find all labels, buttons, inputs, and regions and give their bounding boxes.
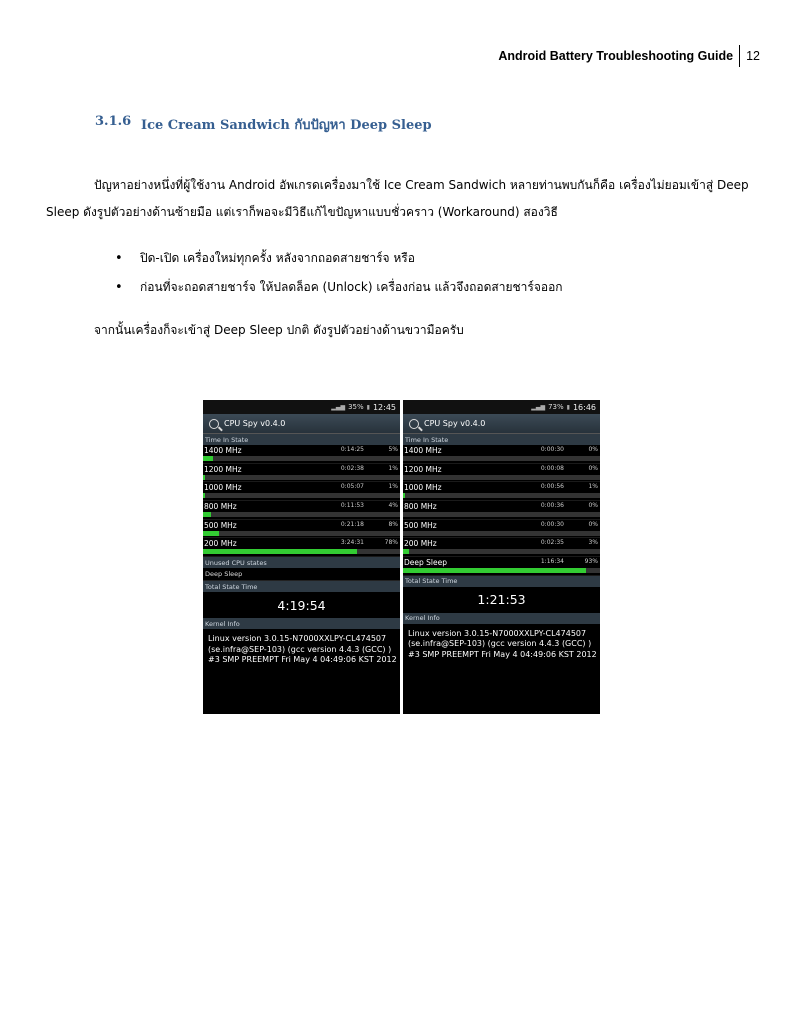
state-row — [203, 501, 400, 520]
paragraph-intro: ปัญหาอย่างหนึ่งที่ผู้ใช้งาน Android อัพเกรดเครื่องมาใช้ Ice Cream Sandwich หลายท่านพบกันก็คือ เครื่องไม่ยอมเข้าสู่ Deep Sleep ดังรูปตัวอย่างด้านซ้ายมือ แต่เราก็พอจะมีวิธีแก้ไขปัญหาแบบชั่วคราว (Workaround) สองวิธี — [46, 178, 749, 219]
state-bar-fill — [403, 549, 409, 554]
state-bar-fill — [203, 475, 205, 480]
state-time: 0:00:36 — [540, 502, 564, 510]
state-bar-fill — [403, 568, 586, 573]
list-item — [115, 273, 563, 302]
state-bar-track — [203, 475, 400, 480]
state-bar-track — [203, 531, 400, 536]
state-percent: 1% — [388, 464, 398, 472]
state-bar-fill — [203, 531, 219, 536]
state-frequency: 500 MHz — [404, 520, 437, 530]
state-frequency: 500 MHz — [204, 520, 237, 530]
state-percent: 78% — [384, 539, 398, 547]
paragraph-result: จากนั้นเครื่องก็จะเข้าสู่ Deep Sleep ปกติ ดังรูปตัวอย่างด้านขวามือครับ — [94, 323, 464, 337]
state-row — [403, 464, 600, 483]
state-row — [403, 520, 600, 539]
list-item-text: ก่อนที่จะถอดสายชาร์จ ให้ปลดล็อค (Unlock) เครื่องก่อน แล้วจึงถอดสายชาร์จออก — [140, 280, 563, 294]
state-percent: 0% — [588, 464, 598, 472]
kernel-info-text: Linux version 3.0.15-N7000XXLPY-CL474507 (se.infra@SEP-103) (gcc version 4.4.3 (GCC) ) #3 SMP PREEMPT Fri May 4 04:49:06 KST 2012 — [208, 634, 397, 665]
total-state-time: 1:21:53 — [477, 592, 526, 608]
total-state-time: 4:19:54 — [277, 597, 326, 613]
state-time: 1:16:34 — [540, 558, 564, 566]
total-state-time-header: Total State Time — [203, 581, 400, 592]
unused-state-item: Deep Sleep — [203, 568, 400, 581]
state-percent: 0% — [588, 520, 598, 528]
state-time: 0:00:56 — [540, 483, 564, 491]
state-percent: 93% — [584, 558, 598, 566]
unused-states-header: Unused CPU states — [203, 557, 400, 568]
header-title: Android Battery Troubleshooting Guide — [498, 49, 734, 63]
state-frequency: 1000 MHz — [204, 483, 242, 493]
phone-screenshot-right — [403, 400, 600, 714]
battery-level: 35% — [348, 403, 364, 411]
section-heading — [95, 114, 432, 135]
state-bar-track — [403, 456, 600, 461]
bullet-icon: • — [115, 280, 123, 295]
state-bar-fill — [203, 456, 213, 461]
state-bar-track — [403, 475, 600, 480]
state-row — [203, 538, 400, 557]
search-icon — [409, 419, 419, 429]
state-percent: 5% — [388, 446, 398, 453]
section-number: 3.1.6 — [95, 114, 132, 129]
state-percent: 4% — [388, 502, 398, 510]
app-bar — [203, 414, 400, 434]
app-title: CPU Spy v0.4.0 — [424, 419, 486, 428]
state-frequency: 800 MHz — [404, 502, 437, 512]
state-bar-track — [403, 493, 600, 498]
state-percent: 8% — [388, 520, 398, 528]
page-header — [498, 45, 760, 67]
kernel-info-header: Kernel Info — [203, 618, 400, 629]
state-percent: 3% — [588, 539, 598, 547]
signal-icon: ▂▄▆ — [531, 403, 546, 411]
battery-icon: ▮ — [566, 403, 570, 411]
state-time: 0:05:07 — [340, 483, 364, 491]
section-title: Ice Cream Sandwich กับปัญหา Deep Sleep — [141, 118, 432, 133]
clock: 12:45 — [372, 402, 396, 412]
state-bar-track — [403, 549, 600, 554]
time-in-state-header: Time In State — [203, 434, 400, 445]
kernel-info-text: Linux version 3.0.15-N7000XXLPY-CL474507 (se.infra@SEP-103) (gcc version 4.4.3 (GCC) ) #3 SMP PREEMPT Fri May 4 04:49:06 KST 2012 — [408, 628, 597, 659]
state-frequency: 1400 MHz — [404, 446, 442, 455]
state-time: 0:02:38 — [340, 464, 364, 472]
state-bar-track — [403, 531, 600, 536]
state-time: 3:24:31 — [340, 539, 364, 547]
state-time: 0:02:35 — [540, 539, 564, 547]
state-time: 0:11:53 — [340, 502, 364, 510]
state-frequency: 1200 MHz — [404, 464, 442, 474]
phone-screenshot-left — [203, 400, 400, 714]
state-row — [203, 445, 400, 464]
state-bar-fill — [403, 493, 405, 498]
state-bar-track — [203, 456, 400, 461]
state-frequency: 1000 MHz — [404, 483, 442, 493]
time-in-state-header: Time In State — [403, 434, 600, 445]
state-list — [203, 445, 400, 557]
kernel-info-header: Kernel Info — [403, 613, 600, 624]
state-bar-fill — [203, 512, 211, 517]
state-bar-track — [403, 568, 600, 573]
state-row — [403, 501, 600, 520]
bullet-icon: • — [115, 251, 123, 266]
state-row — [403, 538, 600, 557]
state-bar-track — [203, 549, 400, 554]
state-bar-fill — [203, 493, 205, 498]
status-bar — [203, 400, 400, 414]
state-time: 0:00:30 — [540, 520, 564, 528]
state-frequency: 1400 MHz — [204, 446, 242, 455]
search-icon — [209, 419, 219, 429]
battery-level: 73% — [548, 403, 564, 411]
battery-icon: ▮ — [366, 403, 370, 411]
state-time: 0:00:30 — [540, 446, 564, 453]
state-list — [403, 445, 600, 576]
state-row — [203, 520, 400, 539]
state-row — [403, 445, 600, 464]
app-bar — [403, 414, 600, 434]
state-bar-track — [403, 512, 600, 517]
app-title: CPU Spy v0.4.0 — [224, 419, 286, 428]
state-bar-track — [203, 512, 400, 517]
list-item-text: ปิด-เปิด เครื่องใหม่ทุกครั้ง หลังจากถอดสายชาร์จ หรือ — [140, 251, 415, 265]
state-bar-fill — [203, 549, 357, 554]
state-frequency: 200 MHz — [204, 539, 237, 549]
state-time: 0:14:25 — [340, 446, 364, 453]
state-percent: 1% — [388, 483, 398, 491]
state-percent: 0% — [588, 502, 598, 510]
state-row — [403, 482, 600, 501]
state-frequency: 800 MHz — [204, 502, 237, 512]
state-row — [203, 464, 400, 483]
state-frequency: 1200 MHz — [204, 464, 242, 474]
page-number: 12 — [746, 49, 760, 63]
signal-icon: ▂▄▆ — [331, 403, 346, 411]
state-time: 0:21:18 — [340, 520, 364, 528]
clock: 16:46 — [572, 402, 596, 412]
total-state-time-header: Total State Time — [403, 576, 600, 587]
state-percent: 0% — [588, 446, 598, 453]
state-bar-track — [203, 493, 400, 498]
state-row — [403, 557, 600, 576]
state-frequency: Deep Sleep — [404, 558, 447, 568]
list-item — [115, 244, 563, 273]
state-time: 0:00:08 — [540, 464, 564, 472]
status-bar — [403, 400, 600, 414]
state-row — [203, 482, 400, 501]
state-frequency: 200 MHz — [404, 539, 437, 549]
state-percent: 1% — [588, 483, 598, 491]
workaround-list — [115, 244, 563, 302]
